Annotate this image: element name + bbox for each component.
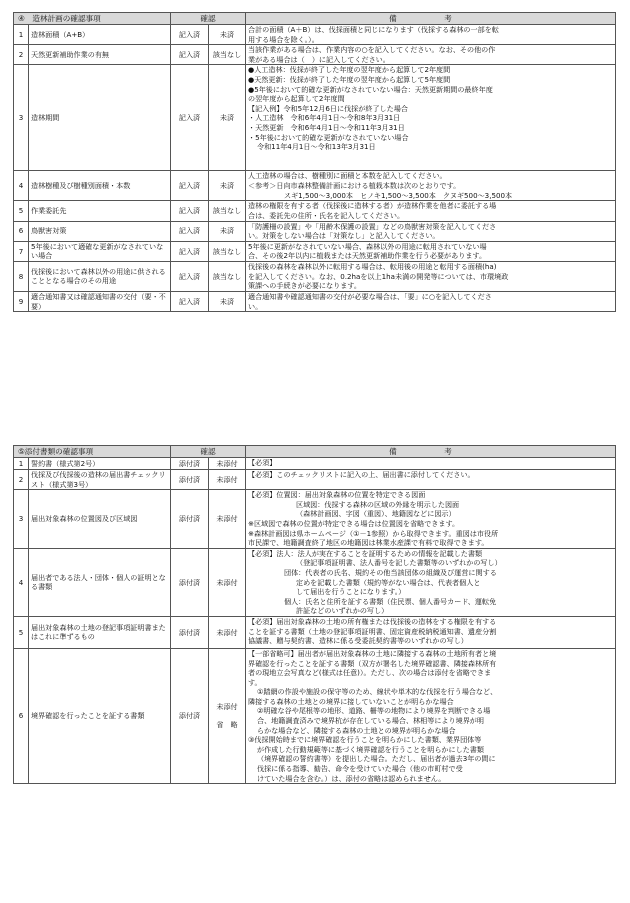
note-line: 許証などのいずれかの写し）: [296, 606, 389, 616]
status-pending: 該当なし: [209, 201, 246, 221]
note-line: 者の現地立会写真など(様式は任意)）。ただし、次の場合は添付を省略できま: [248, 668, 492, 678]
item-label: 造林樹種及び樹種別面積・本数: [29, 171, 171, 201]
note-line: 適合通知書や確認通知書の交付が必要な場合は、「要」に○を記入してくださ: [248, 291, 492, 301]
attachment-checklist-table: [13, 445, 616, 784]
note-line: ことを証する書類（土地の登記事項証明書、固定資産税納税通知書、遺産分割: [248, 626, 497, 636]
row-number: 8: [14, 261, 29, 291]
status-done: 添付済: [171, 548, 209, 616]
note-line: ●5年後において的確な更新がなされていない場合：天然更新期間の最終年度: [248, 84, 493, 94]
item-label: 適合通知書又は確認通知書の交付（要・不要）: [29, 291, 171, 311]
status-pending: 該当なし: [209, 241, 246, 261]
status-pending: 該当なし: [209, 45, 246, 65]
status-done: 添付済: [171, 470, 209, 490]
notes-cell: [246, 171, 616, 201]
notes-cell: [246, 241, 616, 261]
row-number: 4: [14, 548, 29, 616]
table-row: [14, 291, 616, 311]
table-row: [14, 221, 616, 241]
status-pending: [209, 648, 246, 783]
note-line: 市民課で、地籍調査終了地区の地籍図は林業水産課で有料で取得できます。: [248, 538, 489, 548]
status-done: 記入済: [171, 45, 209, 65]
row-number: 5: [14, 201, 29, 221]
item-label: 造林期間: [29, 65, 171, 171]
status-pending: 未済: [209, 171, 246, 201]
item-label: 境界確認を行ったことを証する書類: [29, 648, 171, 783]
table-row: [14, 548, 616, 616]
note-line: 合は、委託先の住所・氏名を記入してください。: [248, 210, 405, 220]
table-row: [14, 470, 616, 490]
note-line: （森林計画図、字図（重図）、地籍図などに図示）: [296, 509, 456, 519]
table-row: [14, 65, 616, 171]
section-heading: ④ 造林計画の確認事項: [14, 13, 171, 25]
note-line: が作成した行動規範等に基づく境界確認を行うことを明らかにした書類: [257, 744, 484, 754]
status-done: 記入済: [171, 25, 209, 45]
table-row: [14, 616, 616, 648]
note-line: 当該作業がある場合は、作業内容の○を記入してください。なお、その他の作: [248, 45, 496, 55]
note-line: けていた場合を含む。）は、添付の省略は認められません。: [257, 773, 446, 783]
note-line: 定めを記載した書類（規約等がない場合は、代表者個人と: [296, 577, 481, 587]
row-number: 9: [14, 291, 29, 311]
table-row: [14, 648, 616, 783]
note-line: い。対策をしない場合は「対策なし」と記入してください。: [248, 231, 440, 241]
note-line: 【記入例】令和5年12月6日に伐採が終了した場合: [248, 103, 408, 113]
table-header-row: [14, 13, 616, 25]
notes-cell: [246, 45, 616, 65]
status-pending: 未済: [209, 291, 246, 311]
note-line: ・人工造林 令和6年4月1日～令和8年3月31日: [248, 113, 401, 123]
item-label: 届出対象森林の位置図及び区域図: [29, 490, 171, 549]
status-done: 添付済: [171, 648, 209, 783]
table-row: [14, 45, 616, 65]
note-line: 合、その後2年以内に植栽または天然更新補助作業を行う必要があります。: [248, 251, 487, 261]
note-line: 用する場合を除く。）。: [248, 34, 319, 44]
status-omit-label: 省 略: [216, 720, 238, 730]
notes-cell: [246, 261, 616, 291]
item-label: 5年後において適確な更新がなされていない場合: [29, 241, 171, 261]
note-line: 伐採後の森林を森林以外に転用する場合は、転用後の用途と転用する面積(ha): [248, 261, 497, 271]
note-line: を記入してください。なお、0.2haを以上1ha未満の開発等については、市環境政: [248, 271, 509, 281]
table-row: [14, 261, 616, 291]
note-line: ・5年後において的確な更新がなされていない場合: [248, 132, 409, 142]
table-body: [14, 25, 616, 312]
table-row: [14, 201, 616, 221]
note-line: 「防護柵の設置」や「用齢木保護の設置」などの鳥獣害対策を記入してくださ: [248, 221, 497, 231]
status-pending: 未添付: [209, 616, 246, 648]
item-label: 伐採後において森林以外の用途に供されることとなる場合のその用途: [29, 261, 171, 291]
row-number: 6: [14, 648, 29, 783]
notes-cell: [246, 458, 616, 470]
note-line: ●天然更新：伐採が終了した年度の翌年度から起算して5年度間: [248, 74, 451, 84]
table-row: [14, 171, 616, 201]
table-row: [14, 25, 616, 45]
table-row: [14, 458, 616, 470]
note-line: 伐採に係る指導、勧告、命令を受けていた場合（他の市町村で受: [257, 764, 463, 774]
note-line: 【必須】法人：法人が実在することを証明するための情報を記載した書類: [248, 548, 483, 558]
note-line: 【一部省略可】届出者が届出対象森林の土地に隣接する森林の土地所有者と境: [248, 648, 497, 658]
row-number: 1: [14, 458, 29, 470]
notes-header: 備 考: [246, 446, 616, 458]
status-pending: 未添付: [209, 490, 246, 549]
note-line: 団体：代表者の氏名、規約その他当該団体の組織及び運営に関する: [284, 567, 497, 577]
note-line: 業がある場合は（ ）に記入してください。: [248, 54, 390, 64]
note-line: す。: [248, 677, 262, 687]
status-done: 記入済: [171, 291, 209, 311]
table-body: [14, 458, 616, 784]
confirm-header: 確認: [171, 446, 246, 458]
note-line: 界確認を行ったことを証する書類（双方が署名した境界確認書、隣接森林所有: [248, 658, 497, 668]
status-done: 記入済: [171, 65, 209, 171]
confirm-header: 確認: [171, 13, 246, 25]
status-done: 添付済: [171, 458, 209, 470]
status-pending: 未添付: [209, 470, 246, 490]
note-line: 合、地籍調査済みで境界杭が存在している場合、林相等により境界が明: [257, 716, 484, 726]
note-line: ※区域図で森林の位置が特定できる場合は位置図を省略できます。: [248, 518, 460, 528]
status-pending: 未添付: [209, 458, 246, 470]
notes-cell: [246, 648, 616, 783]
item-label: 伐採及び伐採後の造林の届出書チェックリスト（様式第3号）: [29, 470, 171, 490]
spacer: [211, 712, 243, 720]
note-line: らかな場合など、隣接する森林の土地との境界が明らかな場合: [257, 725, 456, 735]
note-line: い。: [248, 301, 263, 311]
item-label: 天然更新補助作業の有無: [29, 45, 171, 65]
row-number: 4: [14, 171, 29, 201]
item-label: 作業委託先: [29, 201, 171, 221]
note-line: 造林の権限を有する者（伐採後に造林する者）が造林作業を他者に委託する場: [248, 201, 497, 211]
notes-header: 備 考: [246, 13, 616, 25]
note-line: 隣接する森林の土地との境界に接していないことが明らかな場合: [248, 696, 454, 706]
note-line: ●人工造林：伐採が終了した年度の翌年度から起算して2年度間: [248, 65, 451, 75]
status-pending: 未済: [209, 25, 246, 45]
status-done: 添付済: [171, 616, 209, 648]
note-line: スギ1,500～3,000本 ヒノキ1,500～3,500本 クヌギ500～3,500本: [284, 190, 513, 200]
status-done: 記入済: [171, 221, 209, 241]
item-label: 鳥獣害対策: [29, 221, 171, 241]
item-label: 造林面積（A+B）: [29, 25, 171, 45]
notes-cell: [246, 616, 616, 648]
row-number: 2: [14, 470, 29, 490]
note-line: 個人：氏名と住所を証する書類（住民票、個人番号カード、運転免: [284, 596, 497, 606]
item-label: 誓約書（様式第2号）: [29, 458, 171, 470]
note-line: 【必須】届出対象森林の土地の所有権または伐採後の造林をする権限を有する: [248, 616, 497, 626]
note-line: （登記事項証明書、法人番号を記した書類等のいずれかの写し）: [296, 558, 502, 568]
status-pending-label: 未添付: [216, 702, 238, 712]
status-done: 記入済: [171, 241, 209, 261]
note-line: 【必須】位置図：届出対象森林の位置を特定できる図面: [248, 490, 426, 500]
notes-cell: [246, 25, 616, 45]
note-line: （境界確認の誓約書等）を提出した場合。ただし、届出者が過去3年の間に: [257, 754, 496, 764]
table-row: [14, 241, 616, 261]
status-pending: 該当なし: [209, 261, 246, 291]
status-pending: 未添付: [209, 548, 246, 616]
status-done: 添付済: [171, 490, 209, 549]
row-number: 3: [14, 490, 29, 549]
forest-plan-checklist-table: [13, 12, 616, 312]
notes-cell: [246, 221, 616, 241]
notes-cell: [246, 65, 616, 171]
status-pending: 未済: [209, 65, 246, 171]
row-number: 1: [14, 25, 29, 45]
note-line: ③伐採開始時までに境界確認を行うことを明らかにした書類、業界団体等: [248, 735, 482, 745]
notes-cell: [246, 548, 616, 616]
row-number: 2: [14, 45, 29, 65]
status-done: 記入済: [171, 171, 209, 201]
notes-cell: [246, 201, 616, 221]
note-line: 【必須】このチェックリストに記入の上、届出書に添付してください。: [248, 470, 475, 479]
item-label: 届出者である法人・団体・個人の証明となる書類: [29, 548, 171, 616]
notes-cell: [246, 470, 616, 490]
table-row: [14, 490, 616, 549]
note-line: ②明確な谷や尾根等の地形、道路、柵等の地物により境界を判断できる場: [257, 706, 491, 716]
note-line: の翌年度から起算して2年度間: [248, 94, 345, 104]
notes-cell: [246, 291, 616, 311]
note-line: ＜参考＞日向市森林整備計画における植栽本数は次のとおりです。: [248, 180, 461, 190]
status-done: 記入済: [171, 261, 209, 291]
note-line: 【必須】: [248, 458, 277, 467]
table-header-row: [14, 446, 616, 458]
note-line: 区域図：伐採する森林の区域の外縁を明示した図面: [296, 499, 460, 509]
note-line: ・天然更新 令和6年4月1日～令和11年3月31日: [248, 122, 405, 132]
note-line: 令和11年4月1日～令和13年3月31日: [257, 142, 376, 152]
note-line: して届出を行うことになります。）: [296, 587, 406, 597]
status-pending: 未済: [209, 221, 246, 241]
notes-cell: [246, 490, 616, 549]
note-line: 策課への手続きが必要になります。: [248, 281, 361, 291]
note-line: ※森林計画図は県ホームページ（①－1参照）から取得できます。重図は市役所: [248, 528, 499, 538]
note-line: 協議書、贈与契約書、造林に係る受委託契約書等のいずれかの写し）: [248, 636, 468, 646]
note-line: 人工造林の場合は、樹種別に面積と本数を記入してください。: [248, 171, 447, 181]
status-done: 記入済: [171, 201, 209, 221]
row-number: 6: [14, 221, 29, 241]
note-line: ①踏網の作設や施設の保守等のため、線状や単木的な伐採を行う場合など、: [257, 687, 498, 697]
item-label: 届出対象森林の土地の登記事項証明書またはこれに準ずるもの: [29, 616, 171, 648]
row-number: 5: [14, 616, 29, 648]
row-number: 3: [14, 65, 29, 171]
section-heading: ⑤添付書類の確認事項: [14, 446, 171, 458]
note-line: 合計の面積（A＋B）は、伐採面積と同じになります（伐採する森林の一部を転: [248, 25, 499, 34]
note-line: 5年後に更新がなされていない場合、森林以外の用途に転用されていない場: [248, 241, 487, 251]
row-number: 7: [14, 241, 29, 261]
